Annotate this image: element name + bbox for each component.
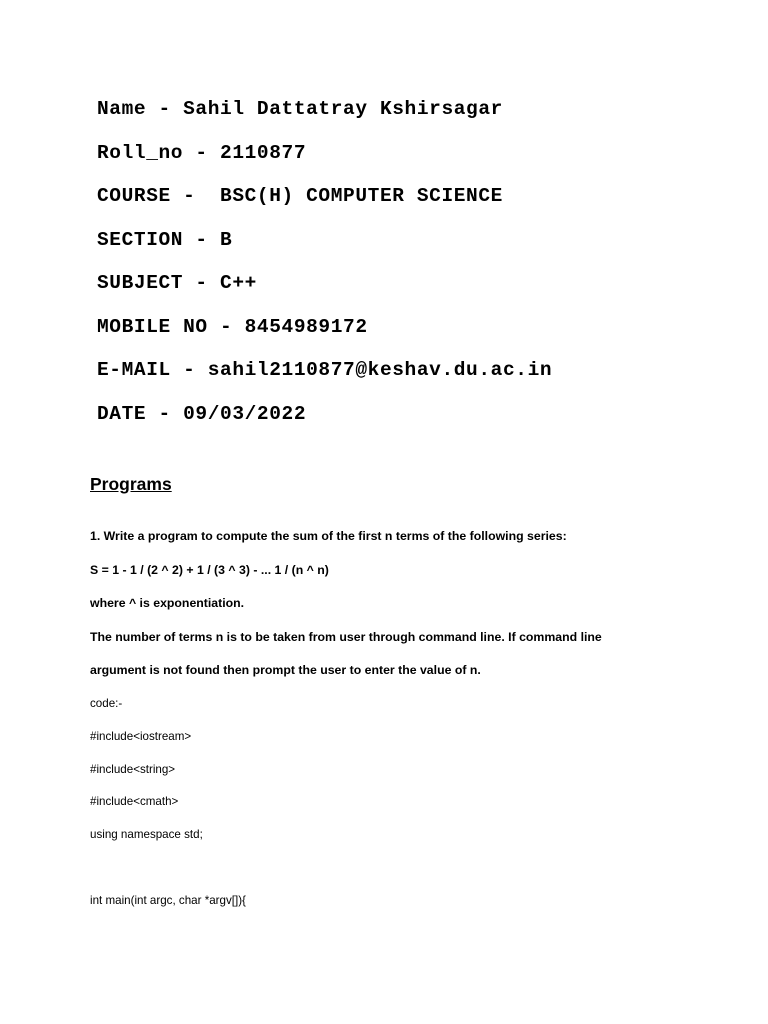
detail-mobile-no: MOBILE NO - 8454989172 [97, 315, 368, 338]
question-line-4: The number of terms n is to be taken from user through command line. If command line [90, 629, 602, 644]
detail-roll-no: Roll_no - 2110877 [97, 141, 307, 164]
detail-name: Name - Sahil Dattatray Kshirsagar [97, 98, 503, 120]
detail-subject: SUBJECT - C++ [97, 272, 257, 294]
code-block [90, 688, 710, 918]
detail-date: DATE - 09/03/2022 [97, 402, 307, 425]
code-line-include-cmath: #include<cmath> [90, 795, 179, 809]
detail-course: COURSE - BSC(H) COMPUTER SCIENCE [97, 185, 503, 207]
code-line-include-iostream: #include<iostream> [90, 729, 192, 743]
code-label: code:- [90, 697, 123, 710]
code-line-using-namespace: using namespace std; [90, 828, 203, 842]
question-block [90, 520, 710, 688]
question-line-5: argument is not found then prompt the user to enter the value of n. [90, 663, 481, 678]
question-line-1: 1. Write a program to compute the sum of the first n terms of the following series: [90, 529, 567, 543]
code-line-blank [90, 852, 710, 885]
page-title: Programs [90, 474, 172, 494]
code-line-main: int main(int argc, char *argv[]){ [90, 893, 246, 907]
detail-section: SECTION - B [97, 228, 233, 251]
detail-email: E-MAIL - sahil2110877@keshav.du.ac.in [97, 359, 553, 381]
question-line-3: where ^ is exponentiation. [90, 596, 245, 611]
student-details-block [97, 88, 697, 436]
question-line-2: S = 1 - 1 / (2 ^ 2) + 1 / (3 ^ 3) - ... 1 / (n ^ n) [90, 562, 329, 577]
code-line-include-string: #include<string> [90, 762, 176, 776]
